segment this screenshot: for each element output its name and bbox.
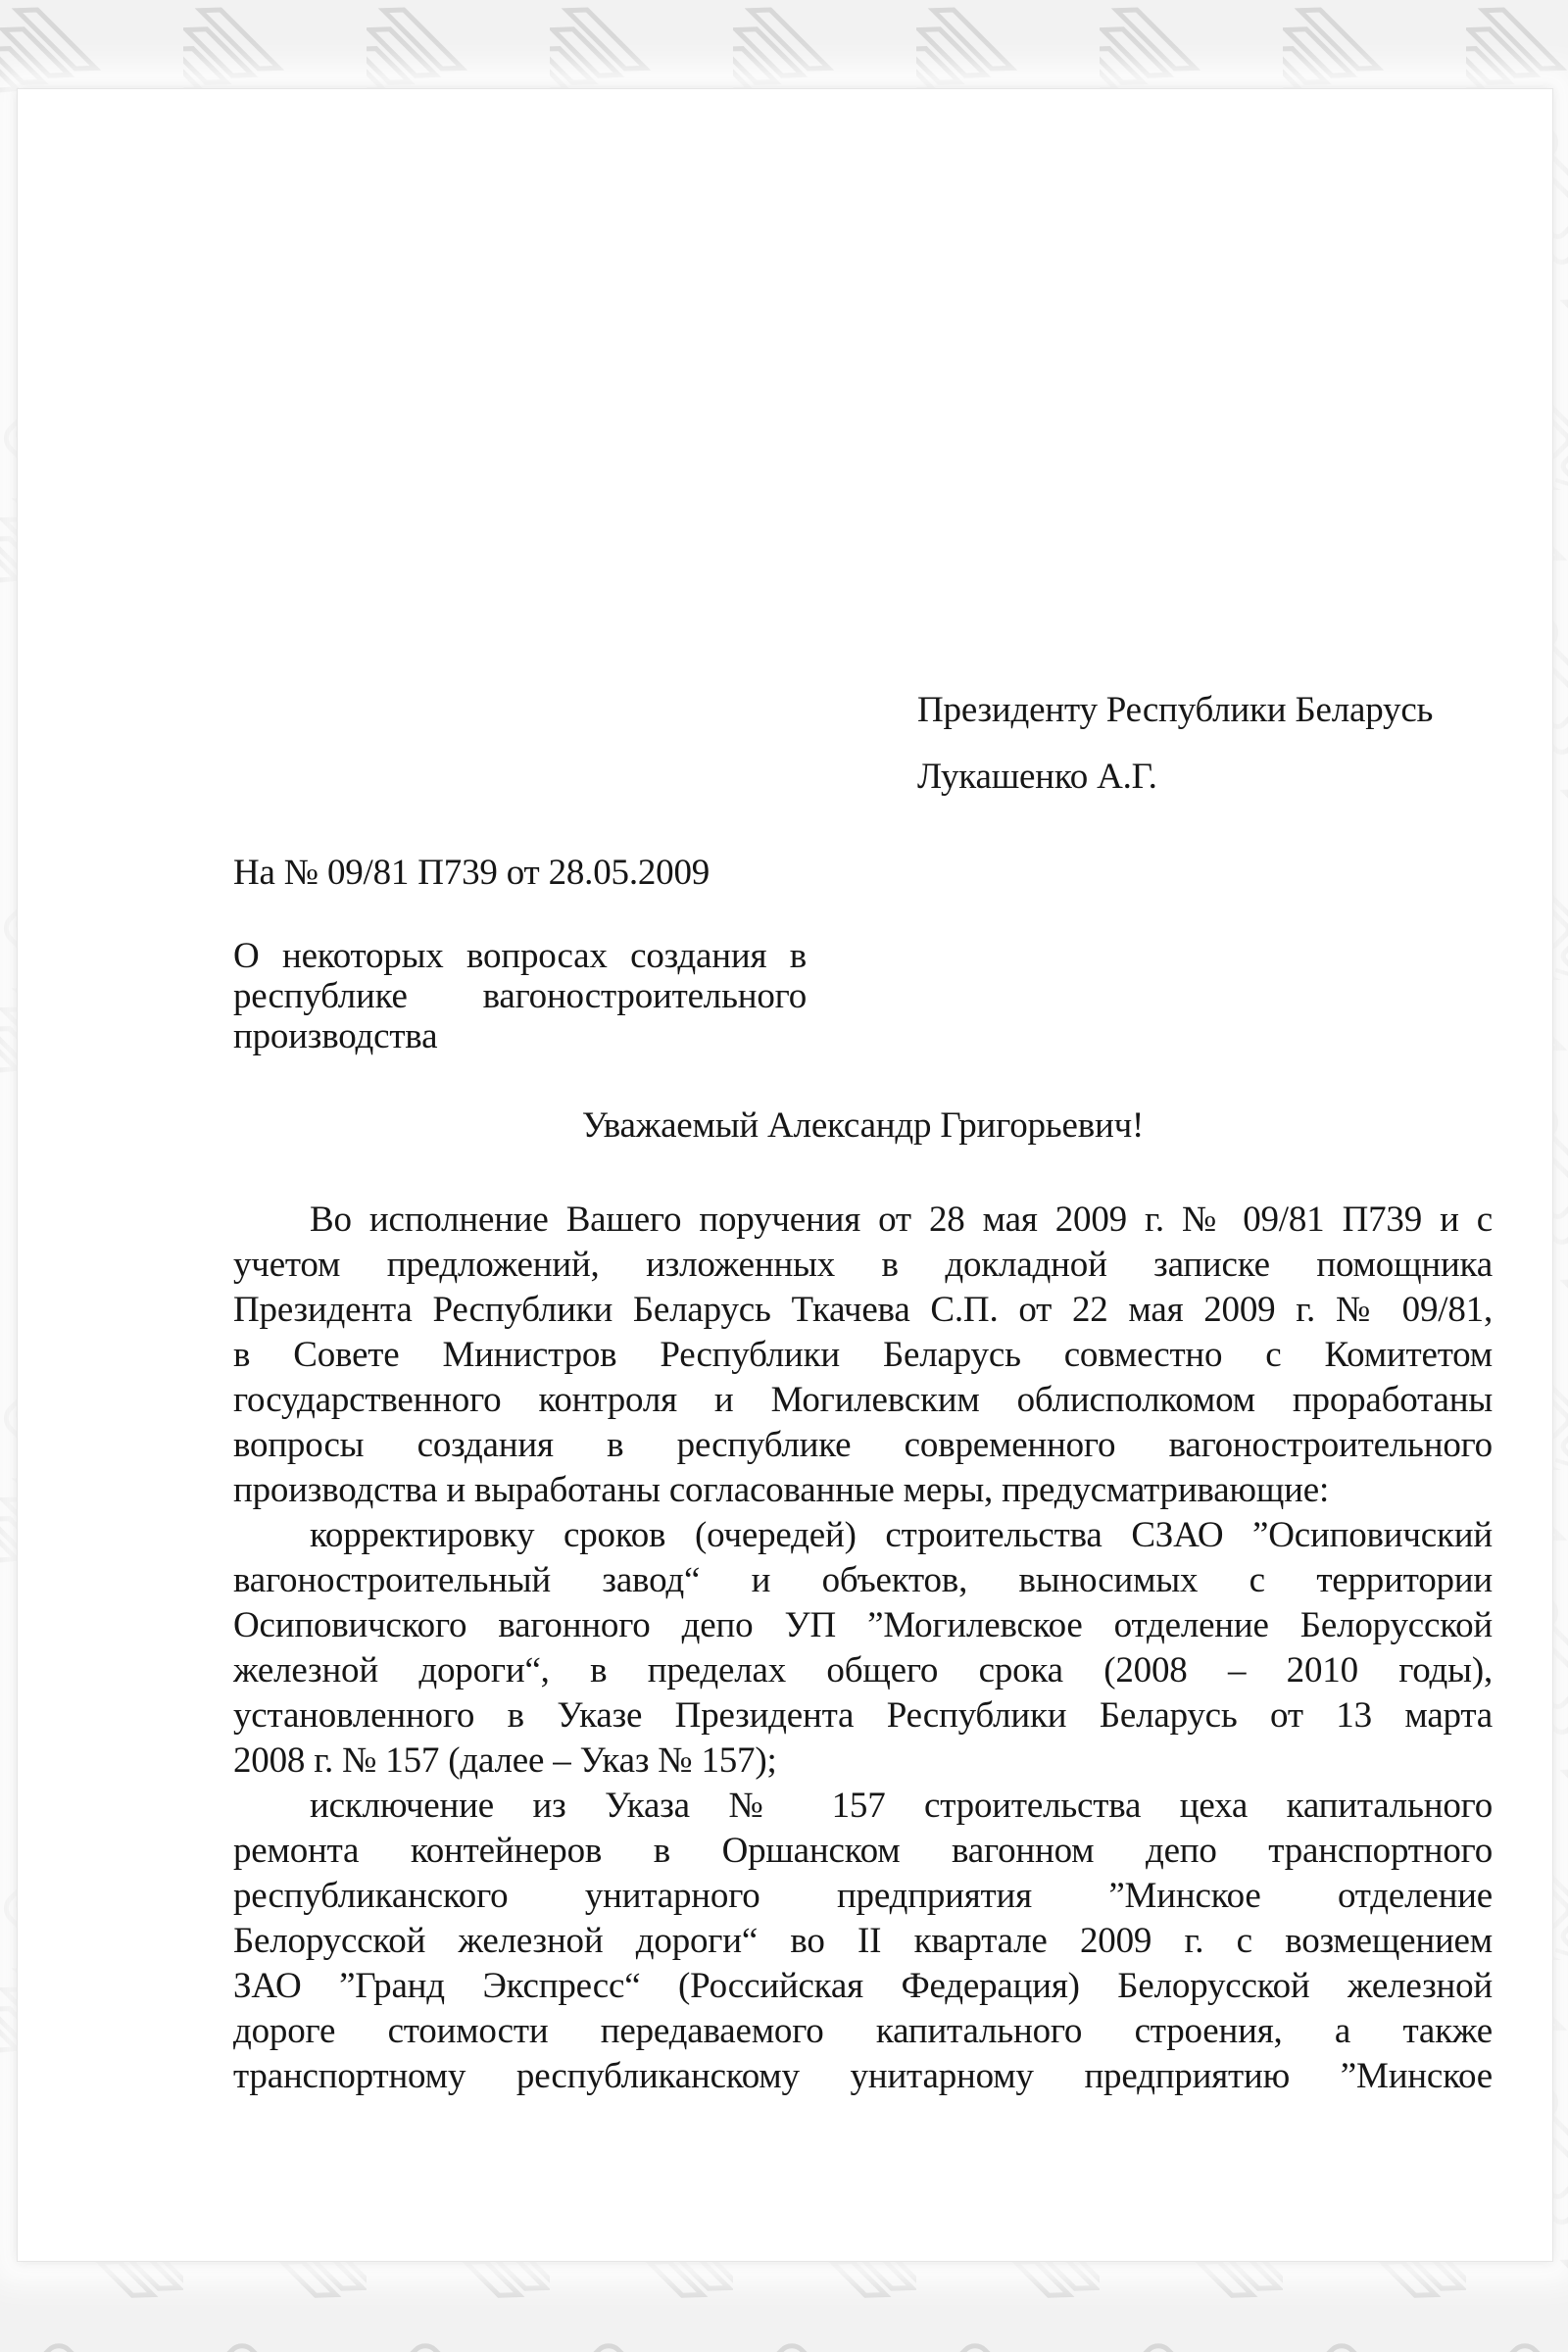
body-line: корректировку сроков (очередей) строительства СЗАО ”Осиповичский [310,1515,1493,1555]
recipient-line-2: Лукашенко А.Г. [917,757,1157,797]
body-line: Президента Республики Беларусь Ткачева С.П. от 22 мая 2009 г. № 09/81, [233,1290,1493,1330]
salutation: Уважаемый Александр Григорьевич! [581,1105,1145,1146]
body-line: вагоностроительный завод“ и объектов, выносимых с территории [233,1560,1493,1600]
subject-block [233,936,807,1056]
body-line: установленного в Указе Президента Республики Беларусь от 13 марта [233,1695,1493,1736]
recipient-block [917,677,1433,810]
body-line: Белорусской железной дороги“ во II квартале 2009 г. с возмещением [233,1921,1493,1961]
body-line: ЗАО ”Гранд Экспресс“ (Российская Федерация) Белорусской железной [233,1966,1493,2006]
body-line: республиканского унитарного предприятия ”Минское отделение [233,1876,1493,1916]
body-line: Во исполнение Вашего поручения от 28 мая 2009 г. № 09/81 П739 и с [310,1200,1493,1240]
body-line: дороге стоимости передаваемого капитального строения, а также [233,2011,1493,2051]
recipient-line-1: Президенту Республики Беларусь [917,690,1434,730]
body-line: транспортному республиканскому унитарному предприятию ”Минское [233,2056,1493,2096]
reference-line: На № 09/81 П739 от 28.05.2009 [233,853,710,893]
body-line: исключение из Указа № 157 строительства цеха капитального [310,1786,1493,1826]
body-line: учетом предложений, изложенных в докладной записке помощника [233,1245,1493,1285]
subject-line: О некоторых вопросах создания в [233,936,807,976]
body-line: производства и выработаны согласованные меры, предусматривающие: [233,1470,1330,1510]
body-text [233,1198,1493,2099]
body-line: 2008 г. № 157 (далее – Указ № 157); [233,1740,777,1781]
body-line: ремонта контейнеров в Оршанском вагонном депо транспортного [233,1831,1493,1871]
body-line: государственного контроля и Могилевским облисполкомом проработаны [233,1380,1493,1420]
document-page [17,88,1553,2262]
body-line: железной дороги“, в пределах общего срока (2008 – 2010 годы), [233,1650,1493,1690]
body-line: в Совете Министров Республики Беларусь совместно с Комитетом [233,1335,1493,1375]
subject-line: производства [233,1016,438,1056]
body-line: Осиповичского вагонного депо УП ”Могилевское отделение Белорусской [233,1605,1493,1645]
body-line: вопросы создания в республике современного вагоностроительного [233,1425,1493,1465]
subject-line: республике вагоностроительного [233,976,807,1016]
